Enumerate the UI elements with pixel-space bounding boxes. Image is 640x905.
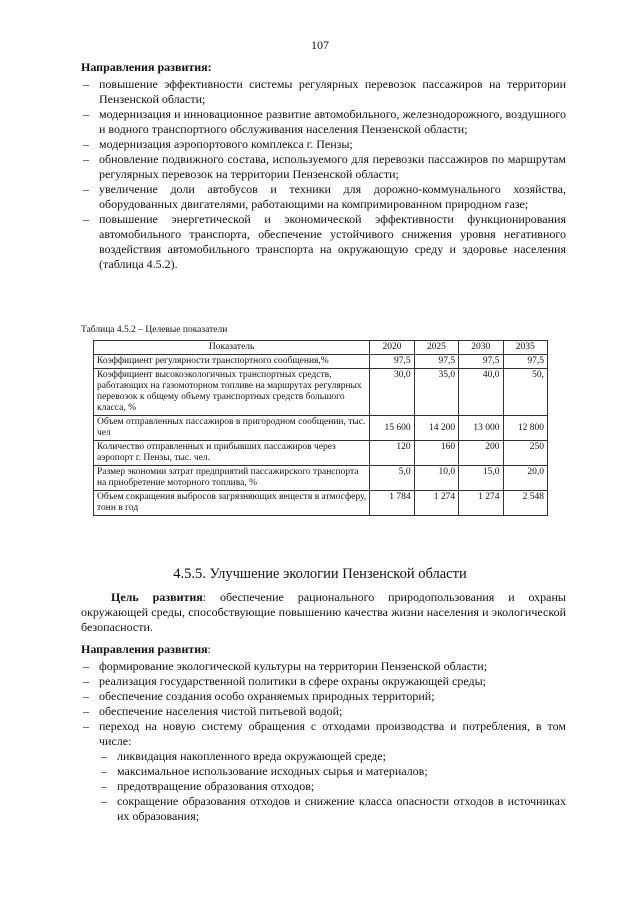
section-heading (81, 642, 566, 657)
table-row (94, 369, 548, 416)
list-item: – модернизация и инновационное развитие автомобильного, железнодорожного, воздушного и водного транспортного обслуживания населения Пензенской области; (81, 107, 566, 137)
value-cell: 1 274 (414, 491, 458, 516)
list-subitem: – ликвидация накопленного вреда окружающей среде; (99, 749, 566, 764)
value-cell: 1 274 (459, 491, 503, 516)
value-cell: 20,0 (503, 466, 547, 491)
directions-list (81, 77, 566, 272)
column-header: 2030 (459, 341, 503, 355)
value-cell: 40,0 (459, 369, 503, 416)
value-cell: 10,0 (414, 466, 458, 491)
list-item: – обеспечение создания особо охраняемых природных территорий; (81, 689, 566, 704)
column-header: 2025 (414, 341, 458, 355)
section-heading: Направления развития: (81, 60, 212, 74)
value-cell: 200 (459, 441, 503, 466)
value-cell: 12 800 (503, 416, 547, 441)
value-cell: 1 784 (370, 491, 414, 516)
list-item: – обеспечение населения чистой питьевой водой; (81, 704, 566, 719)
table-header-row (94, 341, 548, 355)
development-directions-transport (81, 60, 566, 272)
table-row (94, 466, 548, 491)
list-item: – повышение эффективности системы регулярных перевозок пассажиров на территории Пензенской области; (81, 77, 566, 107)
section-heading-colon: : (207, 642, 211, 656)
column-header: Показатель (94, 341, 370, 355)
value-cell: 30,0 (370, 369, 414, 416)
indicator-label: Объем сокращения выбросов загрязняющих веществ в атмосферу, тонн в год (94, 491, 370, 516)
value-cell: 50, (503, 369, 547, 416)
list-item: – модернизация аэропортового комплекса г. Пензы; (81, 137, 566, 152)
list-item: – обновление подвижного состава, используемого для перевозки пассажиров по маршрутам регулярных перевозок на территории Пензенской области; (81, 152, 566, 182)
table-caption: Таблица 4.5.2 – Целевые показатели (81, 325, 228, 335)
table-row (94, 491, 548, 516)
page-number: 107 (311, 38, 329, 52)
list-item: – реализация государственной политики в сфере охраны окружающей среды; (81, 674, 566, 689)
value-cell: 2 548 (503, 491, 547, 516)
list-subitem: – предотвращение образования отходов; (99, 779, 566, 794)
section-title: 4.5.5. Улучшение экологии Пензенской области (173, 566, 467, 582)
list-item: – формирование экологической культуры на территории Пензенской области; (81, 659, 566, 674)
column-header: 2035 (503, 341, 547, 355)
table-row (94, 355, 548, 369)
section-heading-text: Направления развития (81, 642, 208, 656)
target-indicators-table (93, 340, 548, 516)
table-row (94, 441, 548, 466)
indicator-label: Коэффициент высокоэкологичных транспортных средств, работающих на газомоторном топливе на маршрутах регулярных перевозок к общему объему транспортных средств большого класса, % (94, 369, 370, 416)
goal-text: : обеспечение рационального природопользования и охраны окружающей среды, способствующие повышению качества жизни населения и экологической безопасности. (81, 590, 566, 634)
value-cell: 97,5 (503, 355, 547, 369)
table-row (94, 416, 548, 441)
column-header: 2020 (370, 341, 414, 355)
value-cell: 97,5 (370, 355, 414, 369)
value-cell: 97,5 (414, 355, 458, 369)
value-cell: 14 200 (414, 416, 458, 441)
value-cell: 35,0 (414, 369, 458, 416)
value-cell: 15,0 (459, 466, 503, 491)
value-cell: 97,5 (459, 355, 503, 369)
list-item: – увеличение доли автобусов и техники для дорожно-коммунального хозяйства, оборудованных двигателями, работающими на компримированном природном газе; (81, 182, 566, 212)
list-item: – переход на новую систему обращения с отходами производства и потребления, в том числе: (81, 719, 566, 749)
value-cell: 13 000 (459, 416, 503, 441)
development-directions-ecology (81, 642, 566, 824)
list-subitem: – максимальное использование исходных сырья и материалов; (99, 764, 566, 779)
goal-label: Цель развития (111, 590, 203, 604)
indicator-label: Количество отправленных и прибывших пассажиров через аэропорт г. Пензы, тыс. чел. (94, 441, 370, 466)
indicator-label: Объем отправленных пассажиров в пригородном сообщении, тыс. чел (94, 416, 370, 441)
goal-paragraph (81, 590, 566, 635)
value-cell: 5,0 (370, 466, 414, 491)
indicator-label: Коэффициент регулярности транспортного сообщения,% (94, 355, 370, 369)
directions-list (81, 659, 566, 749)
indicator-label: Размер экономии затрат предприятий пассажирского транспорта на приобретение моторного топлива, % (94, 466, 370, 491)
value-cell: 120 (370, 441, 414, 466)
value-cell: 15 600 (370, 416, 414, 441)
list-subitem: – сокращение образования отходов и снижение класса опасности отходов в источниках их образования; (99, 794, 566, 824)
list-item: – повышение энергетической и экономической эффективности функционирования автомобильного транспорта, обеспечение устойчивого снижения уровня негативного воздействия автомобильного транспорта на окружающую среду и здоровье населения (таблица 4.5.2). (81, 212, 566, 272)
value-cell: 160 (414, 441, 458, 466)
waste-subitems-list (81, 749, 566, 824)
value-cell: 250 (503, 441, 547, 466)
